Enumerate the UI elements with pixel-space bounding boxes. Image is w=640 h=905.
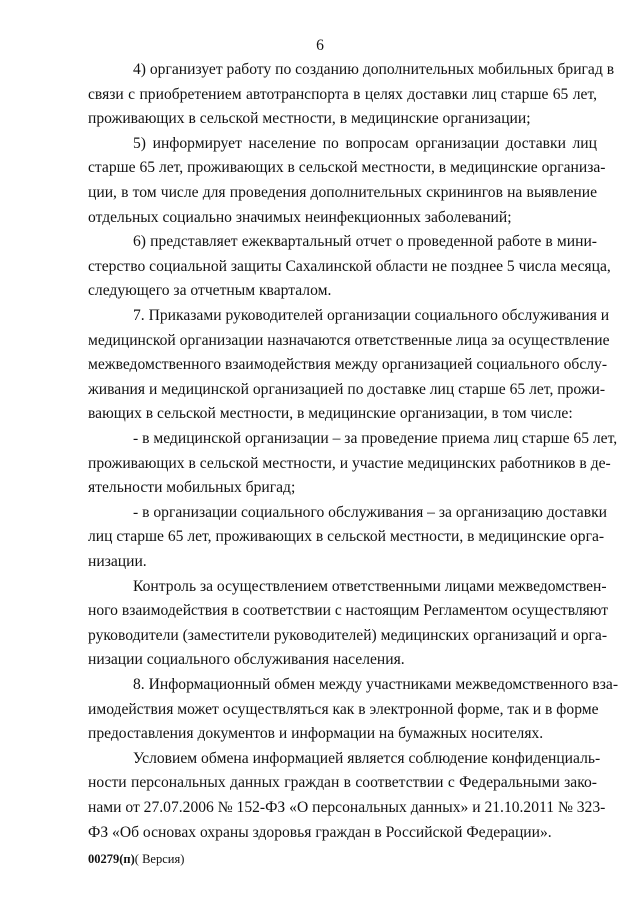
paragraph-1-line-3: проживающих в сельской местности, в медицинские организации; bbox=[88, 110, 531, 128]
paragraph-5-line-3: ятельности мобильных бригад; bbox=[88, 479, 296, 497]
paragraph-6-line-1: - в организации социального обслуживания – за организацию доставки bbox=[133, 503, 608, 521]
paragraph-8-line-1: 8. Информационный обмен между участниками межведомственного вза- bbox=[133, 676, 619, 693]
footer-version: ( Версия) bbox=[134, 852, 185, 866]
footer-code: 00279(п) bbox=[88, 852, 135, 866]
paragraph-2-line-1: 5) информирует население по вопросам организации доставки лиц bbox=[133, 134, 597, 152]
paragraph-3-line-1: 6) представляет ежеквартальный отчет о проведенной работе в мини- bbox=[133, 233, 597, 251]
paragraph-6-line-2: лиц старше 65 лет, проживающих в сельской местности, в медицинские орга- bbox=[88, 528, 605, 546]
paragraph-7-line-4: низации социального обслуживания населения. bbox=[88, 651, 405, 669]
paragraph-4-line-5: вающих в сельской местности, в медицинские организации, в том числе: bbox=[88, 405, 573, 423]
paragraph-7-line-2: ного взаимодействия в соответствии с настоящим Регламентом осуществляют bbox=[88, 602, 609, 620]
page-number: 6 bbox=[316, 37, 324, 54]
paragraph-2-line-4: отдельных социально значимых неинфекционных заболеваний; bbox=[88, 208, 512, 226]
paragraph-3-line-2: стерство социальной защиты Сахалинской области не позднее 5 числа месяца, bbox=[88, 257, 611, 275]
paragraph-4-line-3: межведомственного взаимодействия между организацией социального обслу- bbox=[88, 356, 608, 374]
paragraph-9-line-1: Условием обмена информацией является соблюдение конфиденциаль- bbox=[133, 749, 601, 767]
paragraph-4-line-4: живания и медицинской организацией по доставке лиц старше 65 лет, прожи- bbox=[88, 380, 606, 398]
paragraph-8-line-3: предоставления документов и информации на бумажных носителях. bbox=[88, 725, 544, 743]
paragraph-1-line-1: 4) организует работу по созданию дополнительных мобильных бригад в bbox=[133, 61, 615, 78]
paragraph-8-line-2: имодействия может осуществляться как в электронной форме, так и в форме bbox=[88, 700, 599, 718]
paragraph-2-line-3: ции, в том числе для проведения дополнительных скринингов на выявление bbox=[88, 184, 597, 201]
document-footer bbox=[88, 851, 184, 867]
paragraph-9-line-3: нами от 27.07.2006 № 152-ФЗ «О персональных данных» и 21.10.2011 № 323- bbox=[88, 799, 606, 816]
paragraph-2-line-2: старше 65 лет, проживающих в сельской местности, в медицинские организа- bbox=[88, 159, 606, 177]
paragraph-6-line-3: низации. bbox=[88, 553, 147, 570]
paragraph-4-line-1: 7. Приказами руководителей организации социального обслуживания и bbox=[133, 307, 610, 324]
paragraph-9-line-2: ности персональных данных граждан в соответствии с Федеральными зако- bbox=[88, 774, 597, 792]
paragraph-5-line-2: проживающих в сельской местности, и участие медицинских работников в де- bbox=[88, 454, 611, 472]
paragraph-4-line-2: медицинской организации назначаются ответственные лица за осуществление bbox=[88, 331, 610, 349]
paragraph-5-line-1: - в медицинской организации – за проведение приема лиц старше 65 лет, bbox=[133, 430, 618, 447]
paragraph-7-line-1: Контроль за осуществлением ответственными лицами межведомствен- bbox=[133, 577, 607, 595]
paragraph-3-line-3: следующего за отчетным кварталом. bbox=[88, 282, 332, 300]
paragraph-7-line-3: руководители (заместители руководителей) медицинских организаций и орга- bbox=[88, 626, 608, 644]
paragraph-9-line-4: ФЗ «Об основах охраны здоровья граждан в Российской Федерации». bbox=[88, 823, 552, 841]
paragraph-1-line-2: связи с приобретением автотранспорта в целях доставки лиц старше 65 лет, bbox=[88, 85, 597, 103]
